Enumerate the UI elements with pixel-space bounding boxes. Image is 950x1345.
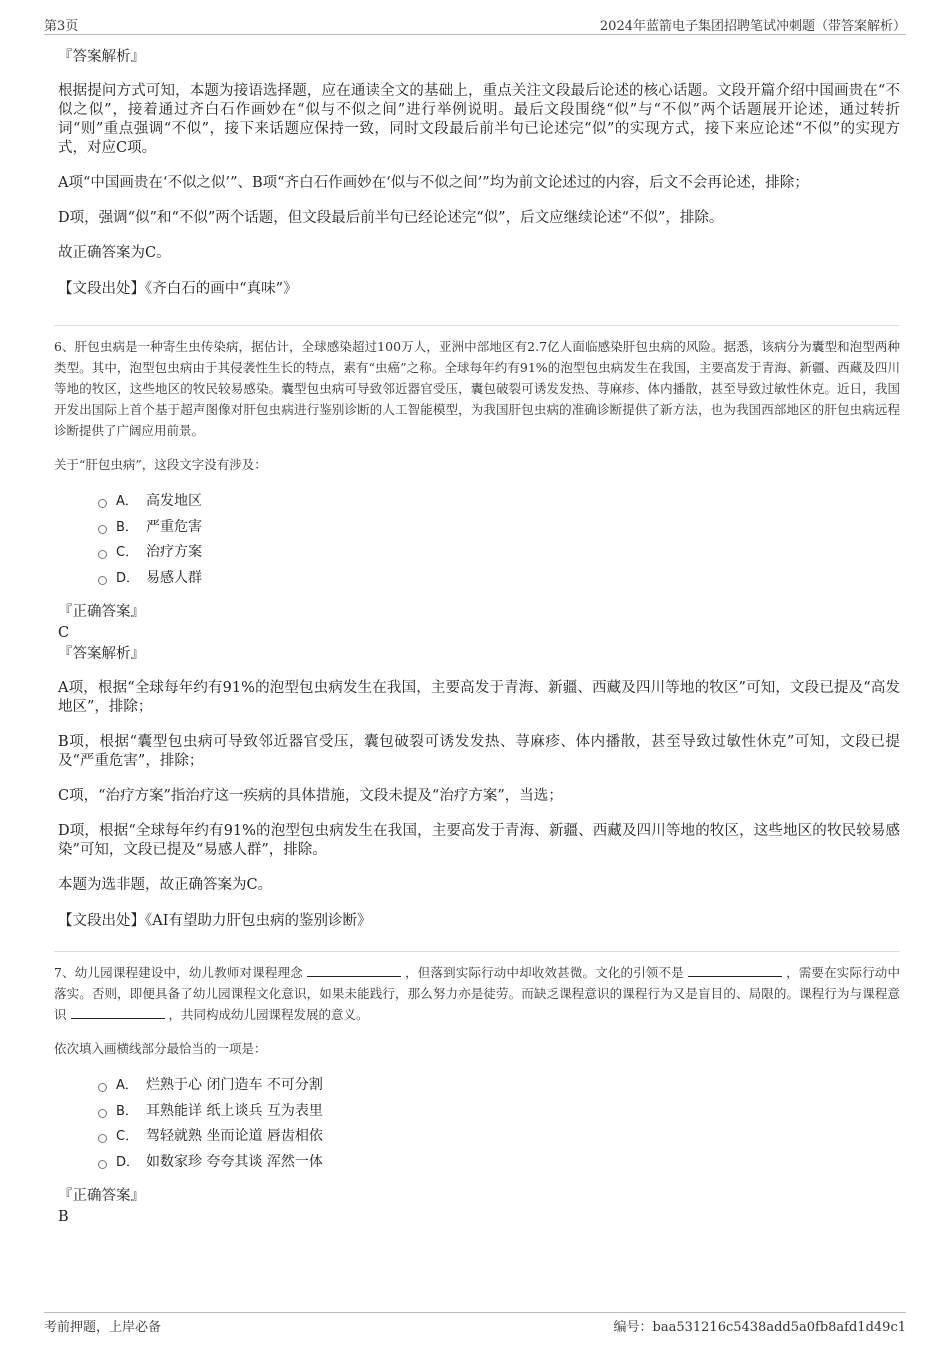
options-list xyxy=(98,1073,900,1175)
analysis-paragraph: A项，根据“全球每年约有91%的泡型包虫病发生在我国，主要高发于青海、新疆、西藏及四川等地的牧区”可知，文段已提及“高发地区”，排除； xyxy=(58,680,900,715)
correct-answer: B xyxy=(58,1209,69,1225)
analysis-paragraph: A项“中国画贵在‘不似之似’”、B项“齐白石作画妙在‘似与不似之间’”均为前文论述过的内容，后文不会再论述，排除； xyxy=(58,175,809,191)
section-divider xyxy=(54,951,900,952)
question-prompt: 关于“肝包虫病”，这段文字没有涉及： xyxy=(54,457,267,472)
radio-icon[interactable] xyxy=(98,550,107,559)
correct-answer: C xyxy=(58,625,70,641)
document-title: 2024年蓝箭电子集团招聘笔试冲刺题（带答案解析） xyxy=(599,19,906,34)
analysis-tag: 『答案解析』 xyxy=(58,646,145,662)
page-footer xyxy=(44,1312,906,1335)
option-b[interactable]: B． 严重危害 xyxy=(98,515,900,541)
section-divider xyxy=(54,325,900,326)
question-prompt: 依次填入画横线部分最恰当的一项是： xyxy=(54,1041,267,1056)
answer-tag: 『正确答案』 xyxy=(58,604,145,620)
options-list xyxy=(98,489,900,591)
footer-slogan: 考前押题，上岸必备 xyxy=(44,1320,162,1335)
radio-icon[interactable] xyxy=(98,525,107,534)
q5-analysis-section xyxy=(54,46,900,299)
page-header xyxy=(44,12,906,35)
fill-blank[interactable] xyxy=(307,964,401,977)
option-a[interactable]: A． 烂熟于心 闭门造车 不可分割 xyxy=(98,1073,900,1099)
radio-icon[interactable] xyxy=(98,1083,107,1092)
radio-icon[interactable] xyxy=(98,1109,107,1118)
question-6 xyxy=(54,336,900,931)
fill-blank[interactable] xyxy=(688,964,782,977)
page-number: 第3页 xyxy=(44,19,79,34)
analysis-paragraph: 本题为选非题，故正确答案为C。 xyxy=(58,877,273,893)
option-c[interactable]: C． 驾轻就熟 坐而论道 唇齿相依 xyxy=(98,1124,900,1150)
document-id: 编号：baa531216c5438add5a0fb8afd1d49c1 xyxy=(613,1320,906,1335)
passage-source: 【文段出处】《AI有望助力肝包虫病的鉴别诊断》 xyxy=(58,913,372,929)
radio-icon[interactable] xyxy=(98,499,107,508)
radio-icon[interactable] xyxy=(98,1134,107,1143)
option-b[interactable]: B． 耳熟能详 纸上谈兵 互为表里 xyxy=(98,1099,900,1125)
analysis-paragraph: D项，根据“全球每年约有91%的泡型包虫病发生在我国，主要高发于青海、新疆、西藏及四川等地的牧区，这些地区的牧民较易感染”可知，文段已提及“易感人群”，排除。 xyxy=(58,823,900,858)
fill-blank[interactable] xyxy=(71,1006,165,1019)
passage-source: 【文段出处】《齐白石的画中“真味”》 xyxy=(58,281,298,297)
option-d[interactable]: D． 易感人群 xyxy=(98,566,900,592)
radio-icon[interactable] xyxy=(98,1160,107,1169)
question-stem: 7、幼儿园课程建设中，幼儿教师对课程理念 ，但落到实际行动中却收效甚微。文化的引领不是 ，需要在实际行动中落实。否则，即便具备了幼儿园课程文化意识，如果未能践行，那么努力亦是徒劳。而缺乏课程意识的课程行为又是盲目的、局限的。课程行为与课程意识 ，共同构成幼儿园课程发展的意义。 xyxy=(54,965,900,1022)
answer-tag: 『正确答案』 xyxy=(58,1188,145,1204)
analysis-paragraph: D项，强调“似”和“不似”两个话题，但文段最后前半句已经论述完“似”，后文应继续论述“不似”，排除。 xyxy=(58,210,724,226)
analysis-tag: 『答案解析』 xyxy=(58,49,145,65)
analysis-paragraph: C项，“治疗方案”指治疗这一疾病的具体措施，文段未提及“治疗方案”，当选； xyxy=(58,788,563,804)
option-c[interactable]: C． 治疗方案 xyxy=(98,540,900,566)
question-7 xyxy=(54,962,900,1227)
radio-icon[interactable] xyxy=(98,576,107,585)
option-a[interactable]: A． 高发地区 xyxy=(98,489,900,515)
option-d[interactable]: D． 如数家珍 夸夸其谈 浑然一体 xyxy=(98,1150,900,1176)
analysis-paragraph: 根据提问方式可知，本题为接语选择题，应在通读全文的基础上，重点关注文段最后论述的核心话题。文段开篇介绍中国画贵在“不似之似”，接着通过齐白石作画妙在“似与不似之间”进行举例说明。最后文段围绕“似”与“不似”两个话题展开论述，通过转折词“则”重点强调“不似”，接下来话题应保持一致，同时文段最后前半句已论述完“似”的实现方式，接下来应论述“不似”的实现方式，对应C项。 xyxy=(58,83,900,156)
page-content xyxy=(54,40,900,1227)
analysis-paragraph: 故正确答案为C。 xyxy=(58,245,171,261)
question-stem: 6、肝包虫病是一种寄生虫传染病，据估计，全球感染超过100万人，亚洲中部地区有2.7亿人面临感染肝包虫病的风险。据悉，该病分为囊型和泡型两种类型。其中，泡型包虫病由于其侵袭性生长的特点，素有“虫癌”之称。全球每年约有91%的泡型包虫病发生在我国，主要高发于青海、新疆、西藏及四川等地的牧区，这些地区的牧民较易感染。囊型包虫病可导致邻近器官受压，囊包破裂可诱发发热、荨麻疹、体内播散，甚至导致过敏性休克。近日，我国开发出国际上首个基于超声图像对肝包虫病进行鉴别诊断的人工智能模型，为我国肝包虫病的准确诊断提供了新方法，也为我国西部地区的肝包虫病远程诊断提供了广阔应用前景。 xyxy=(54,339,900,438)
analysis-paragraph: B项，根据“囊型包虫病可导致邻近器官受压，囊包破裂可诱发发热、荨麻疹、体内播散，甚至导致过敏性休克”可知，文段已提及“严重危害”，排除； xyxy=(58,734,900,769)
